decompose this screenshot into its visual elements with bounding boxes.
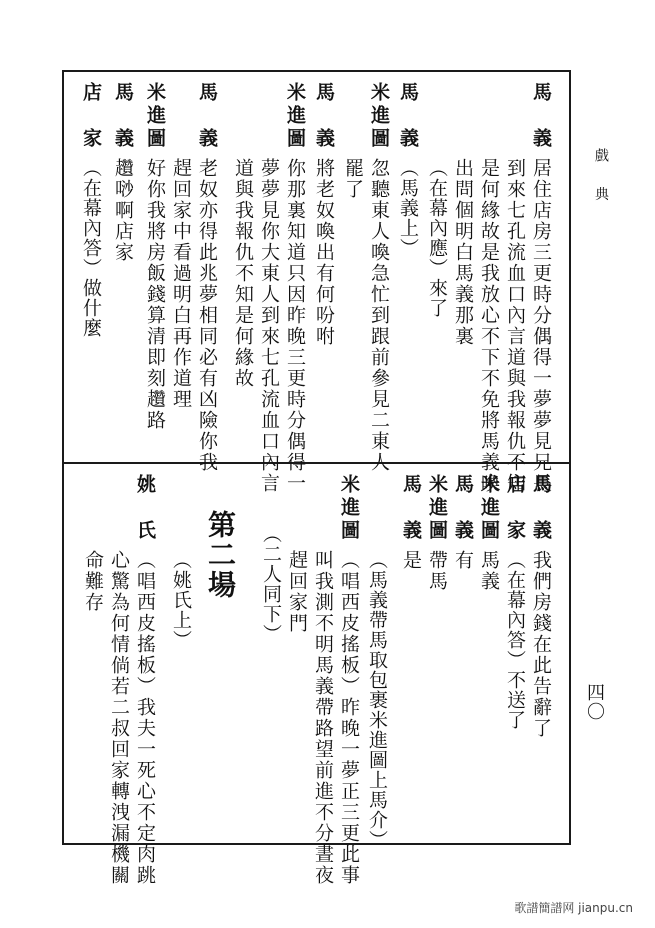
dialogue-line: 命難存	[82, 550, 104, 613]
speaker-label: 店 家	[80, 82, 102, 151]
speaker-label: 馬 義	[530, 82, 552, 151]
dialogue-line: 道與我報仇不知是何緣故	[232, 158, 254, 389]
dialogue-line: 心驚為何情倘若二叔回家轉洩漏機關	[108, 550, 130, 886]
dialogue-line: 趕回家門	[286, 550, 308, 634]
speaker-label: 米進圖	[144, 82, 166, 151]
book-title: 戲 典	[593, 148, 609, 211]
dialogue-line: 夢夢見你大東人到來七孔流血口內言	[258, 158, 280, 494]
dialogue-line: （唱西皮搖板）昨晚一夢正三更此事	[338, 550, 360, 886]
watermark: 歌譜簡譜网 jianpu.cn	[514, 901, 633, 915]
dialogue-line: 叫我測不明馬義帶路望前進不分晝夜	[312, 550, 334, 886]
speaker-label: 馬 義	[313, 82, 335, 151]
dialogue-line: 你那裏知道只因昨晚三更時分偶得一	[284, 158, 306, 494]
dialogue-line: 馬義	[478, 550, 500, 592]
page-number: 四〇	[584, 683, 605, 721]
speaker-label: 馬 義	[452, 474, 474, 543]
speaker-label: 米進圖	[284, 82, 306, 151]
speaker-label: 姚 氏	[134, 474, 156, 543]
speaker-label: 馬 義	[112, 82, 134, 151]
dialogue-line: 是何緣故是我放心不下不免將馬義喚	[478, 158, 500, 494]
speaker-label: 店 家	[504, 474, 526, 543]
speaker-label: 米進圖	[368, 82, 390, 151]
stage-direction: （馬義上）	[397, 158, 419, 258]
stage-direction: （馬義帶馬取包裹米進圖上馬介）	[366, 550, 388, 850]
stage-direction: （姚氏上）	[170, 550, 192, 650]
dialogue-line: 忽聽東人喚急忙到跟前參見二東人	[368, 158, 390, 473]
speaker-label: 馬 義	[530, 474, 552, 543]
dialogue-line: 帶馬	[426, 550, 448, 592]
dialogue-line: 居住店房三更時分偶得一夢夢見兄長	[530, 158, 552, 494]
stage-direction: （在幕內應）來了	[426, 158, 448, 318]
dialogue-line: 好你我將房飯錢算清即刻趲路	[144, 158, 166, 431]
speaker-label: 米進圖	[478, 474, 500, 543]
stage-direction: （二人同下）	[260, 524, 282, 644]
dialogue-line: 是	[400, 550, 422, 571]
speaker-label: 米進圖	[338, 474, 360, 543]
dialogue-line: 將老奴喚出有何吩咐	[313, 158, 335, 347]
speaker-label: 馬 義	[397, 82, 419, 151]
dialogue-line: 我們房錢在此告辭了	[530, 550, 552, 739]
speaker-label: 米進圖	[426, 474, 448, 543]
speaker-label: 馬 義	[196, 82, 218, 151]
speaker-label: 馬 義	[400, 474, 422, 543]
dialogue-line: 有	[452, 550, 474, 571]
dialogue-line: （唱西皮搖板）我夫一死心不定肉跳	[134, 550, 156, 886]
stage-direction: （在幕內答）不送了	[504, 550, 526, 730]
stage-direction: （在幕內答）做什麼	[80, 158, 102, 338]
dialogue-line: 趲唦啊店家	[112, 158, 134, 263]
dialogue-line: 罷了	[342, 158, 364, 200]
dialogue-line: 老奴亦得此兆夢相同必有凶險你我	[196, 158, 218, 473]
dialogue-line: 趕回家中看過明白再作道理	[170, 158, 192, 410]
scene-title: 第二場	[204, 510, 237, 600]
dialogue-line: 出問個明白馬義那裏	[452, 158, 474, 347]
dialogue-line: 到來七孔流血口內言道與我報仇不知	[504, 158, 526, 494]
